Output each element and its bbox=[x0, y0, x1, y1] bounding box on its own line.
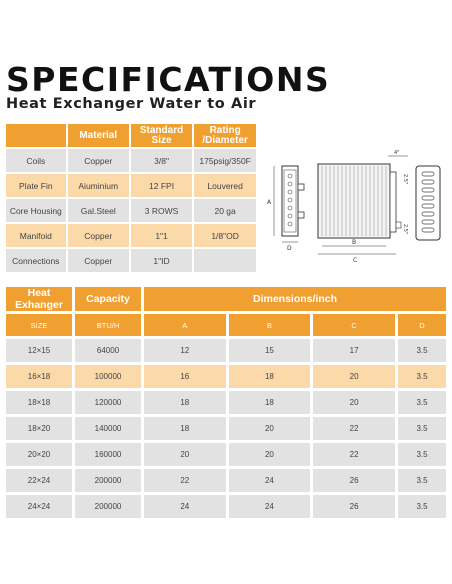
page-subtitle: Heat Exchanger Water to Air bbox=[6, 96, 257, 112]
spec-header-standard-size: Standard Size bbox=[131, 124, 192, 147]
table-row bbox=[6, 495, 446, 518]
heat-exchanger-diagram bbox=[264, 146, 450, 266]
dimension-label-b: B bbox=[352, 239, 357, 246]
spec-cell: Plate Fin bbox=[6, 174, 66, 197]
dims-subheader-c: C bbox=[313, 314, 395, 336]
table-row bbox=[6, 365, 446, 388]
dims-cell: 15 bbox=[229, 339, 311, 362]
spec-header-row bbox=[6, 124, 256, 147]
spec-cell: 1"1 bbox=[131, 224, 192, 247]
spec-cell: 1/8"OD bbox=[194, 224, 256, 247]
dims-cell: 22 bbox=[313, 443, 395, 466]
dims-cell: 3.5 bbox=[398, 443, 446, 466]
dims-header-heat-exchanger: Heat Exhanger bbox=[6, 287, 72, 311]
dims-cell: 18 bbox=[229, 391, 311, 414]
dims-cell: 20×20 bbox=[6, 443, 72, 466]
table-row bbox=[6, 339, 446, 362]
dims-cell: 160000 bbox=[75, 443, 141, 466]
spec-cell: 12 FPI bbox=[131, 174, 192, 197]
dims-cell: 20 bbox=[229, 417, 311, 440]
spec-cell: 175psig/350F bbox=[194, 149, 256, 172]
dimension-label-c: C bbox=[353, 257, 358, 264]
dims-cell: 18 bbox=[144, 391, 226, 414]
dims-cell: 12×15 bbox=[6, 339, 72, 362]
dims-cell: 16×18 bbox=[6, 365, 72, 388]
spec-header-material: Material bbox=[68, 124, 129, 147]
dims-subheader-btu: BTU/H bbox=[75, 314, 141, 336]
spec-cell: 1"ID bbox=[131, 249, 192, 272]
spec-cell bbox=[194, 249, 256, 272]
table-row bbox=[6, 391, 446, 414]
dims-subheader-d: D bbox=[398, 314, 446, 336]
page-title: SPECIFICATIONS bbox=[6, 60, 331, 99]
dims-header-row bbox=[6, 287, 446, 311]
spec-cell: Copper bbox=[68, 249, 129, 272]
dims-cell: 22 bbox=[313, 417, 395, 440]
dims-cell: 18 bbox=[229, 365, 311, 388]
dims-cell: 26 bbox=[313, 469, 395, 492]
spec-row bbox=[6, 149, 256, 172]
dims-cell: 18 bbox=[144, 417, 226, 440]
dims-cell: 200000 bbox=[75, 469, 141, 492]
spec-cell: 3 ROWS bbox=[131, 199, 192, 222]
spec-cell: Gal.Steel bbox=[68, 199, 129, 222]
dims-cell: 64000 bbox=[75, 339, 141, 362]
dims-cell: 18×18 bbox=[6, 391, 72, 414]
dimension-label-4in: 4" bbox=[394, 150, 400, 156]
dims-cell: 22×24 bbox=[6, 469, 72, 492]
spec-cell: Manifoid bbox=[6, 224, 66, 247]
dims-subheader-size: SIZE bbox=[6, 314, 72, 336]
spec-row bbox=[6, 199, 256, 222]
dimension-label-bottom-2-5: 2.5" bbox=[402, 224, 408, 235]
dims-cell: 24 bbox=[229, 469, 311, 492]
dims-cell: 200000 bbox=[75, 495, 141, 518]
dims-cell: 24 bbox=[229, 495, 311, 518]
dims-cell: 3.5 bbox=[398, 365, 446, 388]
dims-header-capacity: Capacity bbox=[75, 287, 141, 311]
dims-cell: 26 bbox=[313, 495, 395, 518]
dims-cell: 24 bbox=[144, 495, 226, 518]
dims-cell: 140000 bbox=[75, 417, 141, 440]
table-row bbox=[6, 417, 446, 440]
dims-cell: 22 bbox=[144, 469, 226, 492]
dims-subheader-a: A bbox=[144, 314, 226, 336]
spec-row bbox=[6, 249, 256, 272]
dimension-label-a: A bbox=[267, 199, 272, 206]
dimensions-table bbox=[3, 284, 449, 521]
spec-header-0 bbox=[6, 124, 66, 147]
dims-cell: 3.5 bbox=[398, 339, 446, 362]
dims-cell: 20 bbox=[313, 391, 395, 414]
dims-cell: 3.5 bbox=[398, 469, 446, 492]
spec-header-rating: Rating /Diameter bbox=[194, 124, 256, 147]
dims-cell: 100000 bbox=[75, 365, 141, 388]
spec-row bbox=[6, 224, 256, 247]
dims-cell: 18×20 bbox=[6, 417, 72, 440]
dims-cell: 17 bbox=[313, 339, 395, 362]
dimension-label-d: D bbox=[287, 245, 292, 252]
spec-cell: Copper bbox=[68, 149, 129, 172]
spec-cell: 3/8" bbox=[131, 149, 192, 172]
dims-cell: 24×24 bbox=[6, 495, 72, 518]
dims-cell: 3.5 bbox=[398, 391, 446, 414]
dims-subheader-b: B bbox=[229, 314, 311, 336]
dims-cell: 20 bbox=[144, 443, 226, 466]
dims-cell: 20 bbox=[313, 365, 395, 388]
dims-cell: 3.5 bbox=[398, 417, 446, 440]
dims-cell: 120000 bbox=[75, 391, 141, 414]
spec-cell: Copper bbox=[68, 224, 129, 247]
spec-row bbox=[6, 174, 256, 197]
spec-cell: Core Housing bbox=[6, 199, 66, 222]
spec-cell: Louvered bbox=[194, 174, 256, 197]
dims-header-dimensions: Dimensions/inch bbox=[144, 287, 446, 311]
dims-cell: 3.5 bbox=[398, 495, 446, 518]
table-row bbox=[6, 469, 446, 492]
spec-cell: Connections bbox=[6, 249, 66, 272]
spec-cell: Coils bbox=[6, 149, 66, 172]
spec-cell: 20 ga bbox=[194, 199, 256, 222]
table-row bbox=[6, 443, 446, 466]
dims-subheader-row bbox=[6, 314, 446, 336]
spec-table bbox=[4, 122, 258, 274]
dims-cell: 20 bbox=[229, 443, 311, 466]
dimension-label-top-2-5: 2.5" bbox=[402, 174, 408, 185]
dims-cell: 12 bbox=[144, 339, 226, 362]
dims-cell: 16 bbox=[144, 365, 226, 388]
spec-cell: Aiuminium bbox=[68, 174, 129, 197]
